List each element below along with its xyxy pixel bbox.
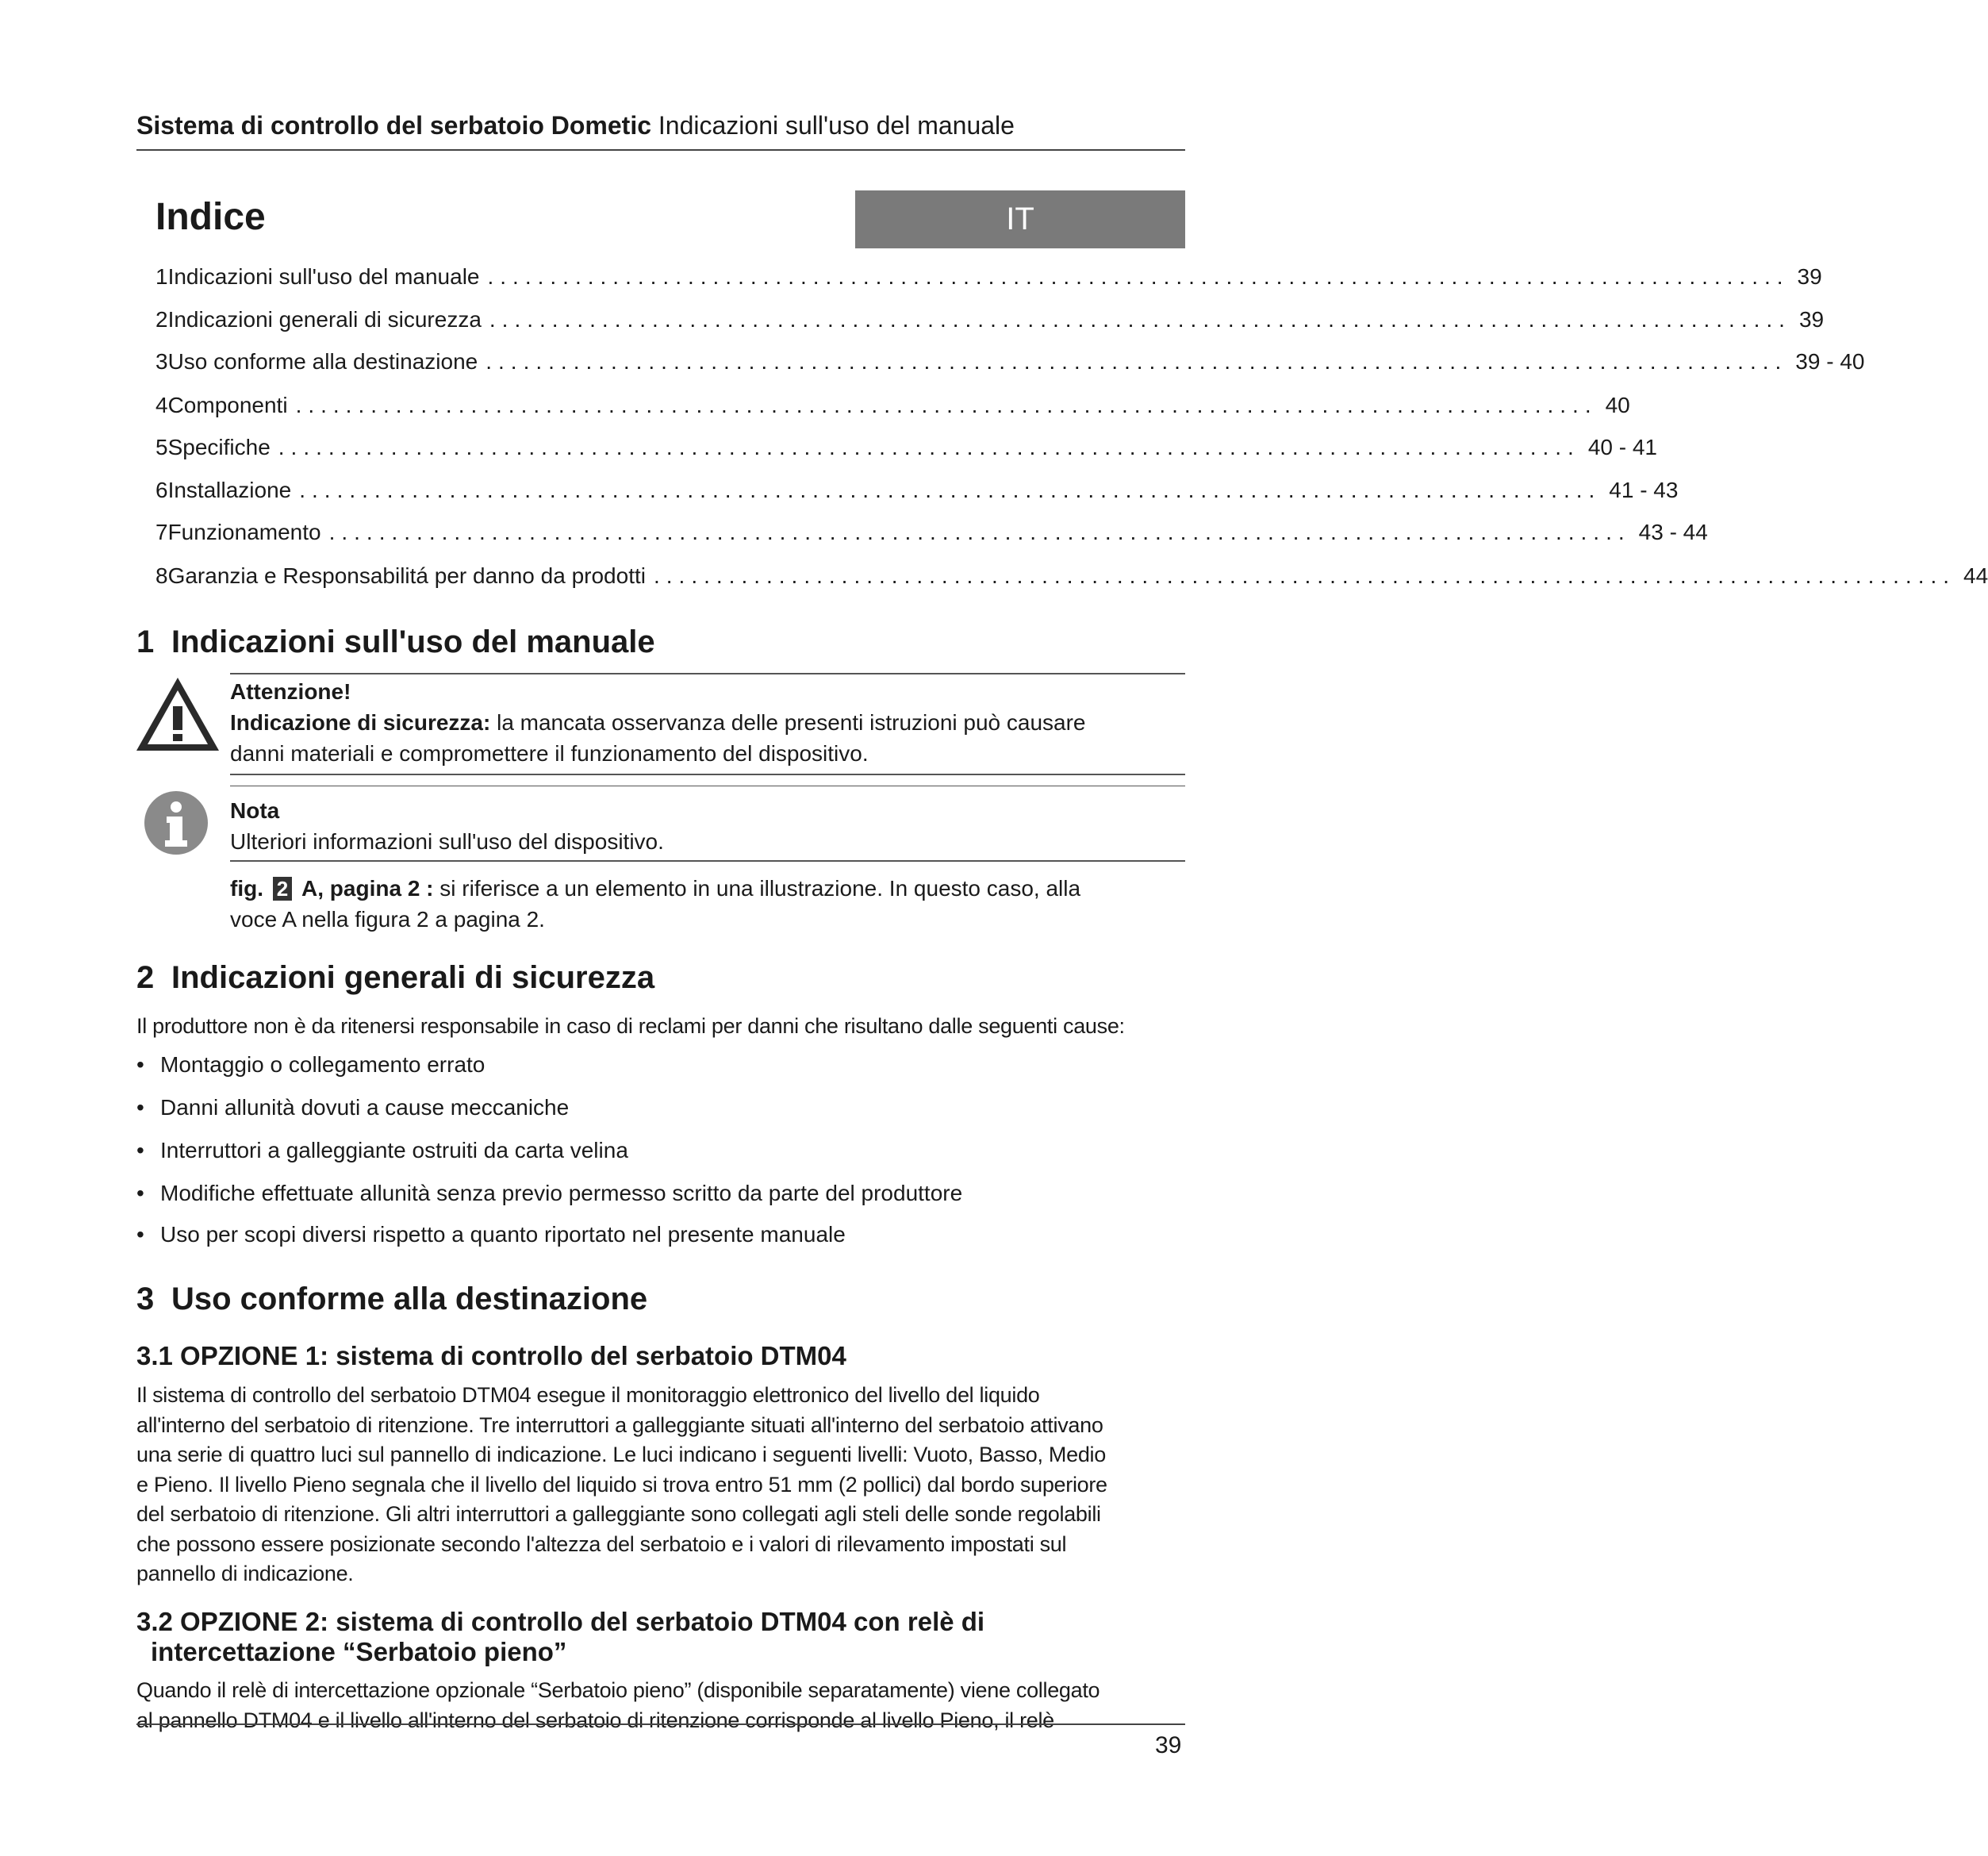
running-header: [136, 111, 1185, 140]
running-header-rest: Indicazioni sull'uso del manuale: [651, 111, 1015, 140]
toc-entry[interactable]: [155, 307, 1825, 339]
warning-lead: Indicazione di sicurezza:: [230, 710, 491, 735]
list-item-text: Modifiche effettuate allunità senza previo permesso scritto da parte del produttore: [160, 1181, 963, 1205]
toc-leader: ........................................................................................................: [299, 478, 1602, 502]
warning-line-1: [230, 707, 1185, 738]
fig-lead: fig.: [230, 876, 263, 901]
toc-number: 3: [155, 349, 168, 374]
list-item: • Uso per scopi diversi rispetto a quanto riportato nel presente manuale: [136, 1222, 846, 1247]
toc-entry[interactable]: [155, 563, 1988, 595]
warning-top-rule: [230, 673, 1185, 674]
figure-reference-line-1: [230, 873, 1185, 904]
section-title: Indicazioni generali di sicurezza: [171, 960, 655, 995]
list-item-text: Interruttori a galleggiante ostruiti da carta velina: [160, 1138, 628, 1162]
subsection-heading-line-2: intercettazione “Serbatoio pieno”: [151, 1637, 567, 1666]
body-line: del serbatoio di ritenzione. Gli altri interruttori a galleggiante sono collegati agli steli delle sonde regolabili: [136, 1502, 1101, 1526]
list-item-text: Montaggio o collegamento errato: [160, 1052, 485, 1077]
toc-leader: ........................................................................................................: [653, 563, 1956, 588]
warning-triangle-icon: [133, 674, 222, 754]
body-line: e Pieno. Il livello Pieno segnala che il livello del liquido si trova entro 51 mm (2 pollici) dal bordo superiore: [136, 1472, 1107, 1497]
section-heading: [136, 624, 655, 660]
body-line: al pannello DTM04 e il livello all'interno del serbatoio di ritenzione corrisponde al livello Pieno, il relè: [136, 1708, 1054, 1732]
toc-leader: ........................................................................................................: [278, 435, 1580, 459]
warning-text: la mancata osservanza delle presenti istruzioni può causare: [490, 710, 1086, 735]
body-line: Quando il relè di intercettazione opzionale “Serbatoio pieno” (disponibile separatamente) viene collegato: [136, 1678, 1100, 1702]
toc-leader: ........................................................................................................: [489, 307, 1791, 332]
toc-label: Garanzia e Responsabilitá per danno da prodotti: [167, 563, 646, 588]
body-line: pannello di indicazione.: [136, 1562, 354, 1585]
header-rule: [136, 149, 1185, 151]
note-heading: Nota: [230, 798, 280, 823]
body-line: che possono essere posizionate secondo l'altezza del serbatoio e i valori di rilevamento impostati sul: [136, 1531, 1067, 1556]
list-item-text: Uso per scopi diversi rispetto a quanto riportato nel presente manuale: [160, 1222, 846, 1247]
fig-text: si riferisce a un elemento in una illustrazione. In questo caso, alla: [433, 876, 1081, 901]
warning-line-2: danni materiali e compromettere il funzionamento del dispositivo.: [230, 741, 869, 766]
fig-ref: A, pagina 2 :: [301, 876, 434, 901]
section-heading: [136, 1282, 647, 1317]
list-item: • Montaggio o collegamento errato: [136, 1052, 485, 1077]
section-intro: Il produttore non è da ritenersi responsabile in caso di reclami per danni che risultano dalle seguenti cause:: [136, 1014, 1125, 1038]
section-number: 2: [136, 960, 155, 995]
toc-entry[interactable]: [155, 349, 1865, 381]
section-heading: [136, 960, 654, 996]
list-item: • Danni allunità dovuti a cause meccaniche: [136, 1095, 570, 1120]
toc-page: 40: [1605, 393, 1630, 417]
body-line: Il sistema di controllo del serbatoio DTM04 esegue il monitoraggio elettronico del livello del liquido: [136, 1383, 1040, 1407]
toc-page: 39 - 40: [1795, 349, 1865, 374]
subsection-heading: [136, 1607, 984, 1667]
toc-leader: ........................................................................................................: [485, 349, 1788, 374]
toc-label: Installazione: [167, 478, 292, 502]
toc-entry[interactable]: [155, 393, 1630, 425]
toc-label: Indicazioni generali di sicurezza: [167, 307, 482, 332]
toc-label: Funzionamento: [167, 520, 321, 544]
warning-bottom-rule: [230, 774, 1185, 775]
toc-number: 4: [155, 393, 168, 417]
warning-heading: Attenzione!: [230, 679, 351, 704]
info-icon: [143, 790, 209, 856]
list-item: • Modifiche effettuate allunità senza previo permesso scritto da parte del produttore: [136, 1181, 963, 1205]
figure-reference-line-2: voce A nella figura 2 a pagina 2.: [230, 907, 545, 932]
section-title: Uso conforme alla destinazione: [171, 1282, 648, 1316]
list-item-text: Danni allunità dovuti a cause meccaniche: [160, 1095, 570, 1120]
list-item: • Interruttori a galleggiante ostruiti da carta velina: [136, 1138, 628, 1162]
toc-entry[interactable]: [155, 520, 1708, 551]
note-text: Ulteriori informazioni sull'uso del dispositivo.: [230, 829, 664, 854]
toc-label: Componenti: [167, 393, 288, 417]
toc-page: 39: [1797, 264, 1822, 289]
note-block: [230, 795, 1185, 857]
figure-number-box: 2: [273, 877, 292, 901]
toc-page: 39: [1798, 307, 1825, 332]
toc-page: 44: [1963, 563, 1988, 588]
toc-leader: ........................................................................................................: [487, 264, 1790, 289]
toc-page: 43 - 44: [1638, 520, 1708, 544]
toc-number: 2: [155, 307, 168, 332]
footer-rule: [136, 1723, 1185, 1725]
warning-block: [230, 676, 1185, 769]
toc-page: 41 - 43: [1609, 478, 1679, 502]
toc-number: 8: [155, 563, 168, 588]
toc-number: 1: [155, 264, 168, 289]
subsection-body: [136, 1381, 1185, 1589]
running-header-bold: Sistema di controllo del serbatoio Dometic: [136, 111, 652, 140]
toc-number: 5: [155, 435, 168, 459]
subsection-heading-line-1: 3.2 OPZIONE 2: sistema di controllo del serbatoio DTM04 con relè di: [136, 1607, 985, 1636]
section-number: 1: [136, 624, 155, 659]
toc-entry[interactable]: [155, 435, 1657, 467]
toc-number: 7: [155, 520, 168, 544]
section-title: Indicazioni sull'uso del manuale: [171, 624, 655, 659]
subsection-body: [136, 1676, 1185, 1735]
toc-label: Indicazioni sull'uso del manuale: [167, 264, 480, 289]
language-badge: IT: [855, 190, 1185, 248]
toc-leader: ........................................................................................................: [328, 520, 1631, 544]
body-line: all'interno del serbatoio di ritenzione. Tre interruttori a galleggiante situati all'interno del serbatoio attivano: [136, 1412, 1103, 1437]
body-line: una serie di quattro luci sul pannello di indicazione. Le luci indicano i seguenti livelli: Vuoto, Basso, Medio: [136, 1443, 1106, 1466]
note-bottom-rule: [230, 860, 1185, 862]
toc-leader: ........................................................................................................: [295, 393, 1598, 417]
toc-entry[interactable]: [155, 478, 1679, 509]
toc-entry[interactable]: [155, 264, 1822, 296]
section-number: 3: [136, 1282, 155, 1316]
subsection-heading: 3.1 OPZIONE 1: sistema di controllo del serbatoio DTM04: [136, 1341, 846, 1370]
index-title: Indice: [155, 196, 266, 238]
figure-reference: [230, 873, 1185, 935]
toc-number: 6: [155, 478, 168, 502]
toc-page: 40 - 41: [1587, 435, 1657, 459]
page-number: 39: [1155, 1732, 1182, 1758]
toc-label: Uso conforme alla destinazione: [167, 349, 478, 374]
toc-label: Specifiche: [167, 435, 271, 459]
